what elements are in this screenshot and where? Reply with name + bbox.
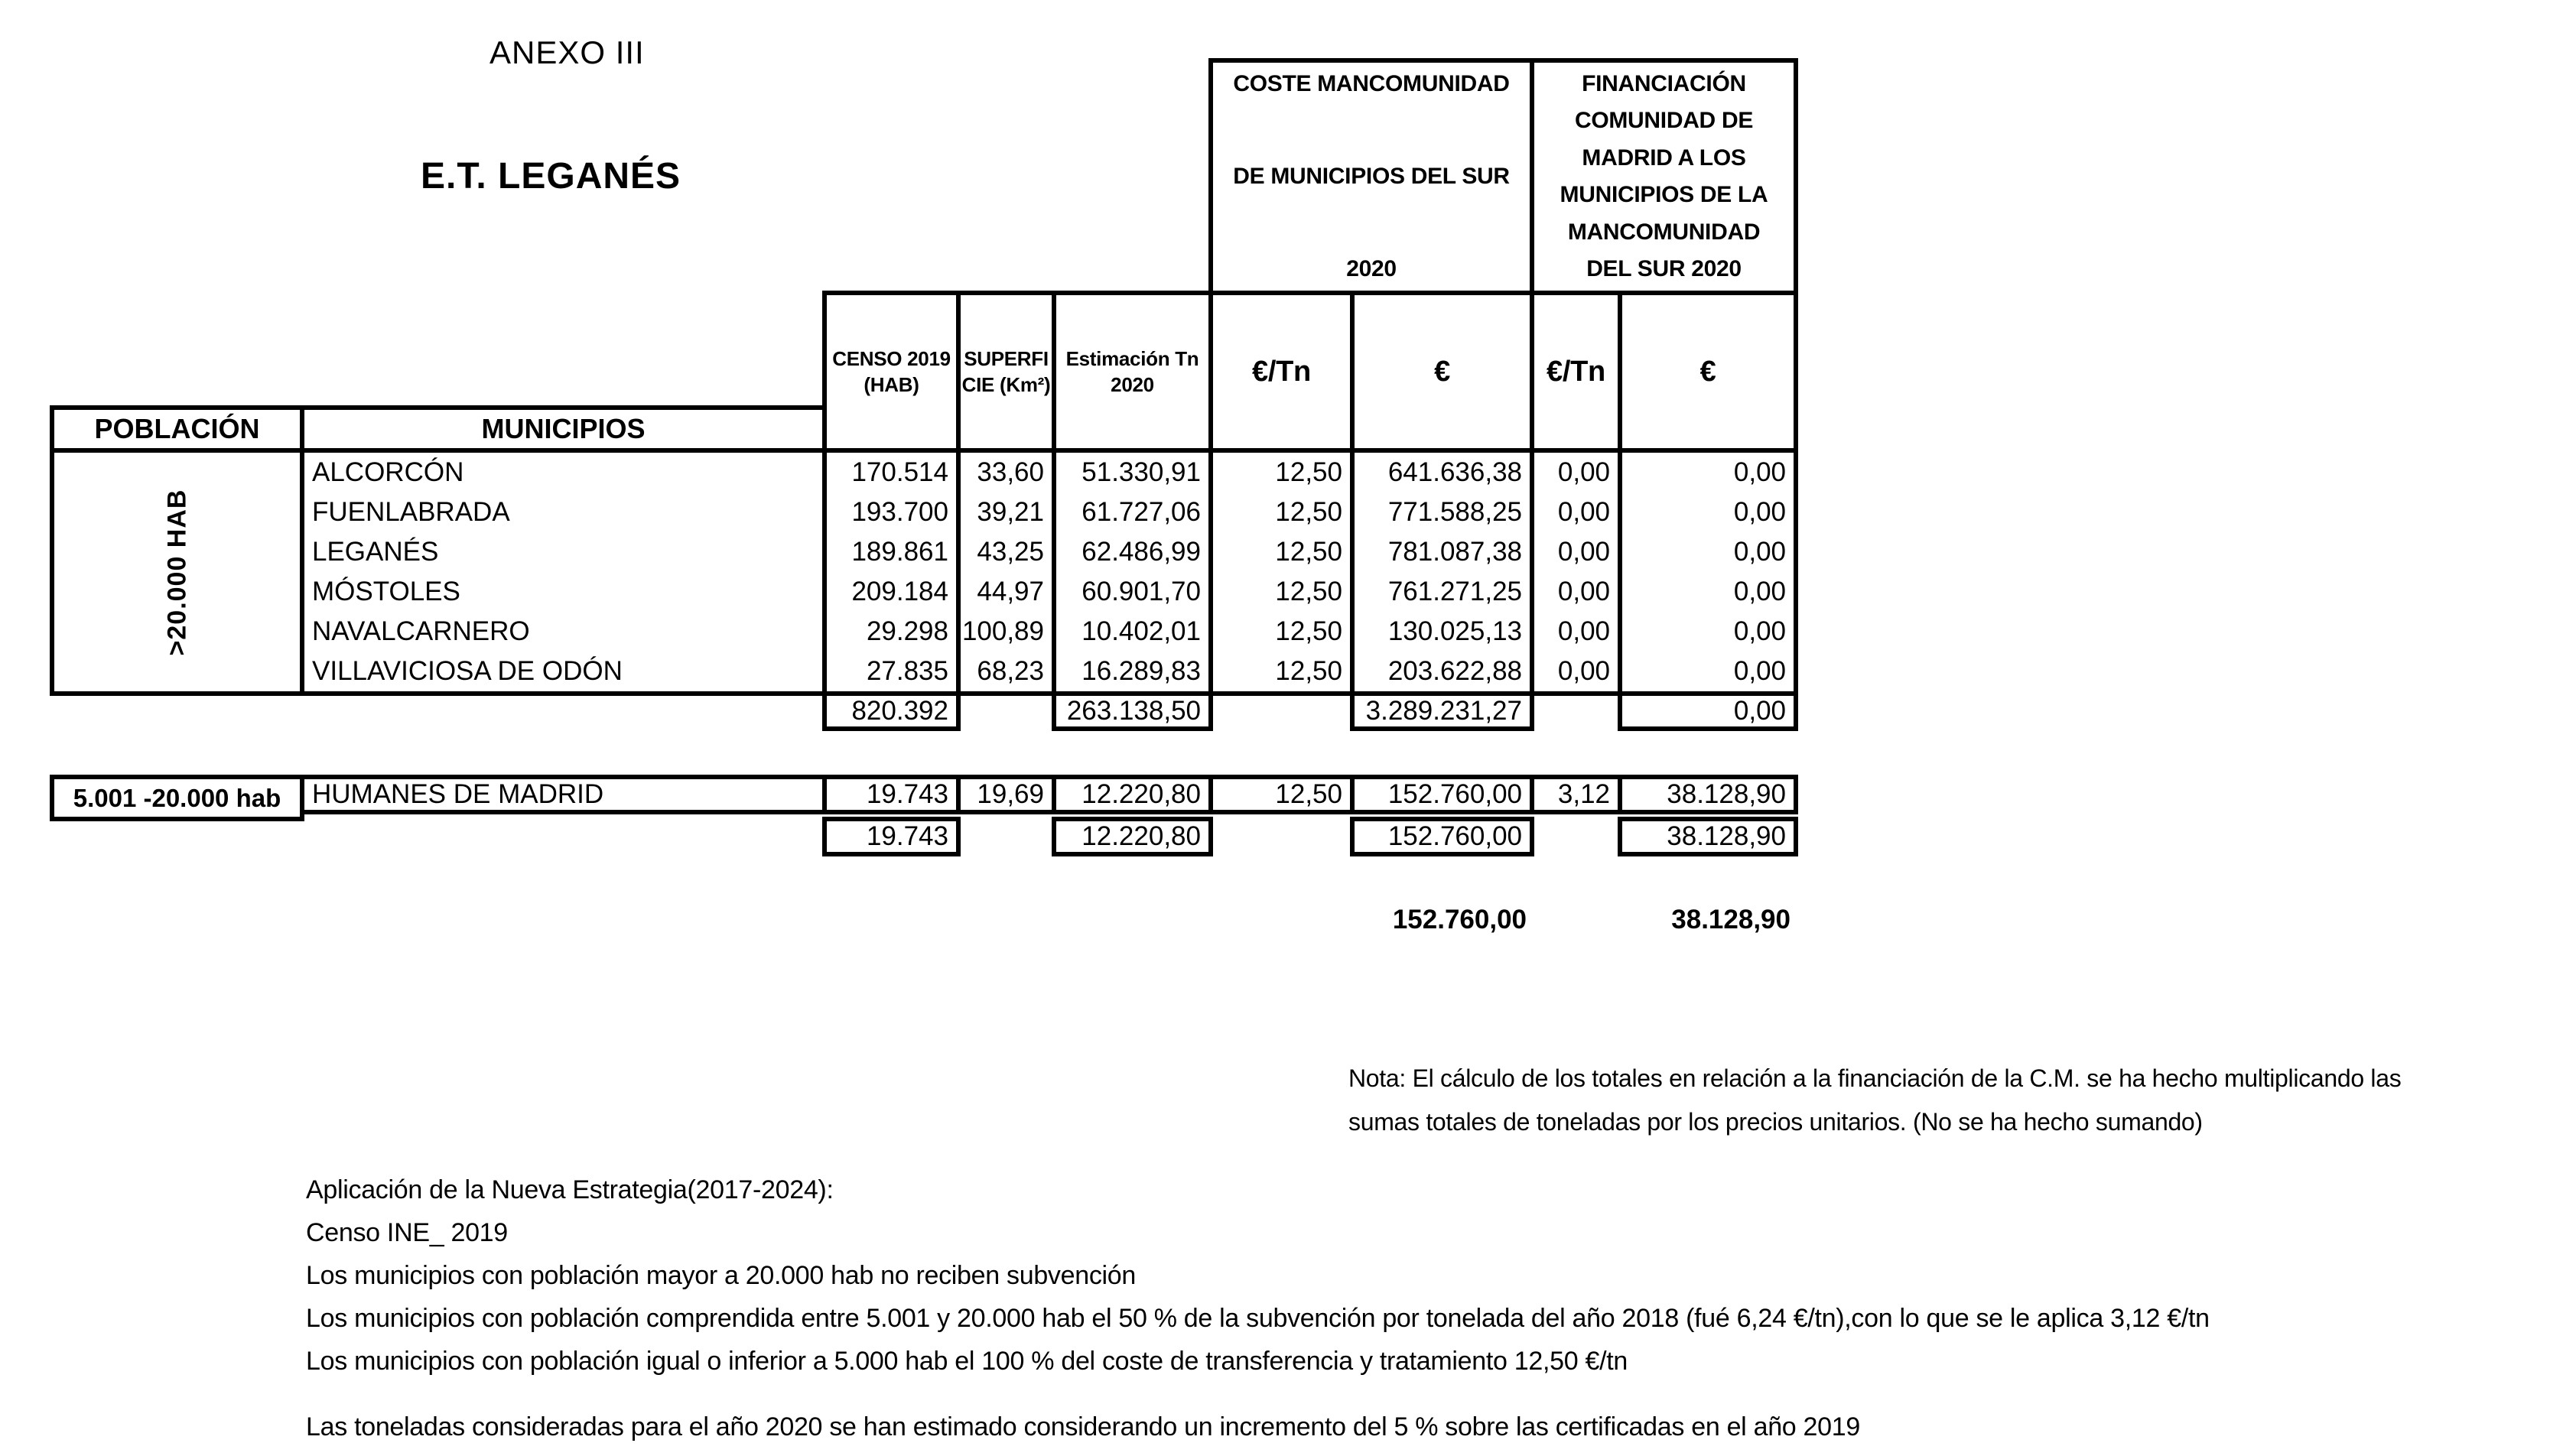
superficie-value: 68,23: [977, 656, 1044, 686]
col-header-estimacion: Estimación Tn 2020: [1052, 291, 1213, 453]
group2-censo-cell: 19.743: [822, 775, 961, 814]
group2-total-eur: 152.760,00: [1350, 817, 1534, 856]
grand-total-fin-eur: 38.128,90: [1671, 905, 1791, 934]
fin-eur-tn-value: 0,00: [1557, 656, 1610, 686]
fin-eur-value: 0,00: [1733, 457, 1786, 487]
fin-eur-value: 0,00: [1733, 656, 1786, 686]
footnote-line: Censo INE_ 2019: [306, 1218, 508, 1247]
footnote-line: Los municipios con población comprendida entre 5.001 y 20.000 hab el 50 % de la subvención por tonelada del año 2018 (fué 6,24 €/tn),con lo que se le aplica 3,12 €/tn: [306, 1304, 2210, 1333]
coste-header-year: 2020: [1346, 256, 1397, 281]
fin-eur-tn-value: 0,00: [1557, 537, 1610, 567]
eur-value: 771.588,25: [1387, 497, 1522, 527]
group2-total-estimacion: 12.220,80: [1052, 817, 1213, 856]
estimacion-value: 62.486,99: [1081, 537, 1201, 567]
superficie-value: 44,97: [977, 577, 1044, 606]
estimacion-value: 60.901,70: [1081, 577, 1201, 606]
eur-value: 781.087,38: [1387, 537, 1522, 567]
eur-tn-value: 12,50: [1275, 656, 1342, 686]
fin-eur-tn-value: 0,00: [1557, 457, 1610, 487]
municipio-name: ALCORCÓN: [312, 457, 464, 487]
col-header-coste-eur-tn: €/Tn: [1208, 291, 1355, 453]
group2-eur-cell: 152.760,00: [1350, 775, 1534, 814]
nota-line: sumas totales de toneladas por los precios unitarios. (No se ha hecho sumando): [1348, 1108, 2203, 1136]
group1-poblacion-cell: [50, 448, 304, 696]
censo-value: 29.298: [866, 616, 948, 646]
eur-tn-value: 12,50: [1275, 537, 1342, 567]
group2-fin-eur-tn-cell: 3,12: [1530, 775, 1622, 814]
fin-eur-value: 0,00: [1733, 497, 1786, 527]
group1-superficie-column: [956, 448, 1056, 696]
group2-municipio-cell: HUMANES DE MADRID: [300, 775, 827, 814]
censo-value: 170.514: [851, 457, 948, 487]
financiacion-header-line: MADRID A LOS: [1582, 145, 1746, 171]
nota-line: Nota: El cálculo de los totales en relación a la financiación de la C.M. se ha hecho multiplicando las: [1348, 1064, 2402, 1092]
eur-tn-value: 12,50: [1275, 497, 1342, 527]
grand-total-eur: 152.760,00: [1392, 905, 1527, 934]
poblacion-header: POBLACIÓN: [50, 405, 304, 453]
group1-municipio-column: [300, 448, 827, 696]
coste-mancomunidad-header: [1208, 58, 1534, 295]
col-header-superficie: SUPERFI CIE (Km²): [956, 291, 1056, 453]
fin-eur-tn-value: 0,00: [1557, 497, 1610, 527]
group2-total-censo: 19.743: [822, 817, 961, 856]
eur-value: 761.271,25: [1387, 577, 1522, 606]
financiacion-header-line: MANCOMUNIDAD: [1567, 219, 1761, 245]
group2-estimacion-cell: 12.220,80: [1052, 775, 1213, 814]
censo-value: 27.835: [866, 656, 948, 686]
eur-tn-value: 12,50: [1275, 457, 1342, 487]
group1-estimacion-column: [1052, 448, 1213, 696]
financiacion-header-line: FINANCIACIÓN: [1582, 71, 1746, 96]
municipio-name: VILLAVICIOSA DE ODÓN: [312, 656, 623, 686]
eur-value: 641.636,38: [1387, 457, 1522, 487]
financiacion-header-line: MUNICIPIOS DE LA: [1560, 182, 1768, 208]
group1-fin-eur-column: [1618, 448, 1798, 696]
superficie-value: 100,89: [961, 616, 1044, 646]
footnote-line: Los municipios con población mayor a 20.000 hab no reciben subvención: [306, 1261, 1137, 1290]
estimacion-value: 16.289,83: [1081, 656, 1201, 686]
superficie-value: 43,25: [977, 537, 1044, 567]
censo-value: 193.700: [851, 497, 948, 527]
superficie-value: 33,60: [977, 457, 1044, 487]
eur-value: 203.622,88: [1387, 656, 1522, 686]
group1-coste-eur-column: [1350, 448, 1534, 696]
col-header-fin-eur: €: [1618, 291, 1798, 453]
group2-fin-eur-cell: 38.128,90: [1618, 775, 1798, 814]
group1-fin-eur-tn-column: [1530, 448, 1622, 696]
anexo-label: ANEXO III: [490, 34, 645, 70]
group2-eur-tn-cell: 12,50: [1208, 775, 1355, 814]
col-header-coste-eur: €: [1350, 291, 1534, 453]
municipio-name: FUENLABRADA: [312, 497, 510, 527]
group1-censo-column: [822, 448, 961, 696]
footnote-line: Aplicación de la Nueva Estrategia(2017-2024):: [306, 1175, 834, 1204]
col-header-fin-eur-tn: €/Tn: [1530, 291, 1622, 453]
group2-label-cell: 5.001 -20.000 hab: [50, 775, 304, 821]
footnotes-block: [306, 1168, 2210, 1448]
group1-total-eur: 3.289.231,27: [1350, 691, 1534, 731]
municipios-header: MUNICIPIOS: [300, 405, 827, 453]
fin-eur-value: 0,00: [1733, 537, 1786, 567]
financiacion-header: [1530, 58, 1798, 295]
financiacion-header-line: DEL SUR 2020: [1586, 255, 1742, 281]
group1-total-fin-eur: 0,00: [1618, 691, 1798, 731]
estimacion-value: 10.402,01: [1081, 616, 1201, 646]
municipio-name: LEGANÉS: [312, 537, 439, 567]
fin-eur-value: 0,00: [1733, 577, 1786, 606]
fin-eur-tn-value: 0,00: [1557, 577, 1610, 606]
group2-total-fin-eur: 38.128,90: [1618, 817, 1798, 856]
fin-eur-tn-value: 0,00: [1557, 616, 1610, 646]
estimacion-value: 61.727,06: [1081, 497, 1201, 527]
footnote-line: Las toneladas consideradas para el año 2020 se han estimado considerando un incremento del 5 % sobre las certificadas en el año 2019: [306, 1412, 1860, 1441]
coste-header-line: COSTE MANCOMUNIDAD: [1233, 71, 1510, 96]
municipio-name: MÓSTOLES: [312, 577, 460, 606]
superficie-value: 39,21: [977, 497, 1044, 527]
censo-value: 209.184: [851, 577, 948, 606]
fin-eur-value: 0,00: [1733, 616, 1786, 646]
financiacion-header-line: COMUNIDAD DE: [1574, 108, 1754, 134]
eur-value: 130.025,13: [1387, 616, 1522, 646]
municipio-name: NAVALCARNERO: [312, 616, 530, 646]
nota-block: [1348, 1057, 2401, 1144]
censo-value: 189.861: [851, 537, 948, 567]
estimacion-value: 51.330,91: [1081, 457, 1201, 487]
group1-coste-eur-tn-column: [1208, 448, 1355, 696]
group1-label: >20.000 HAB: [162, 489, 191, 655]
coste-header-line: DE MUNICIPIOS DEL SUR: [1233, 164, 1510, 189]
footnote-line: Los municipios con población igual o inferior a 5.000 hab el 100 % del coste de transferencia y tratamiento 12,50 €/tn: [306, 1347, 1628, 1376]
col-header-censo: CENSO 2019 (HAB): [822, 291, 961, 453]
group1-total-censo: 820.392: [822, 691, 961, 731]
eur-tn-value: 12,50: [1275, 616, 1342, 646]
eur-tn-value: 12,50: [1275, 577, 1342, 606]
group1-total-estimacion: 263.138,50: [1052, 691, 1213, 731]
page-title: E.T. LEGANÉS: [421, 156, 681, 197]
group2-superficie-cell: 19,69: [956, 775, 1056, 814]
